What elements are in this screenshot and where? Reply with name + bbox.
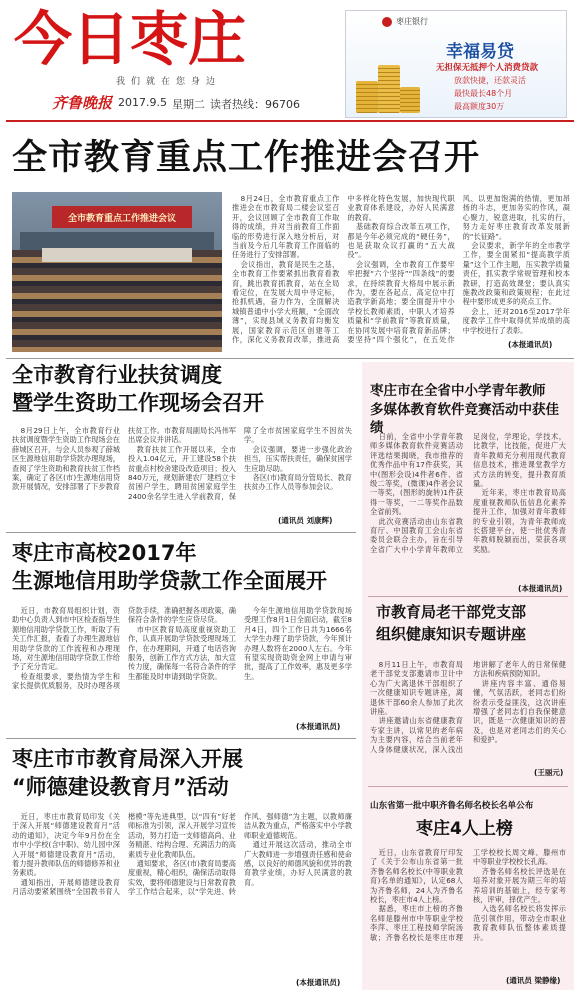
article-4-p3: 通知要求，各区(市)教育局要高度重视，精心组织，确保活动取得实效，要将师德建设与日常教育教学工作结合起来，以“学先进、转作风、强师德”为主题，以教师廉洁从教为重点，严格落实中小学教师职业道德规范。	[128, 812, 352, 897]
article-4-p2: 通知指出，开展师德建设教育月活动要紧紧围绕“全国教书育人楷模”等先进典型，以“四有”好老师标准为引领，深入开展学习宣传活动，努力打造一支师德高尚、业务精湛、结构合理、充满活力的高素质专业化教师队伍。	[12, 812, 236, 897]
bank-logo-icon	[382, 17, 392, 27]
ad-line-4: 最高额度30万	[454, 102, 505, 111]
article-7-credit: (通讯员 梁静缘)	[506, 976, 561, 985]
article-3-credit: (本报通讯员)	[296, 722, 341, 731]
coin-stack-icon	[354, 47, 424, 115]
masthead-slogan: 我们就在您身边	[116, 77, 222, 87]
article-3-headline-1: 枣庄市高校2017年	[12, 541, 197, 565]
masthead-date: 2017.9.5	[118, 96, 167, 109]
bank-name: 枣庄银行	[396, 17, 428, 26]
divider-4	[368, 596, 568, 597]
article-2-p1: 8月29日上午，全市教育行业扶贫调度暨学生资助工作现场会在薛城区召开，与会人员参观了薛城区生源地信用助学贷款办理现场，查阅了学生资助和教育扶贫工作档案，确定了各区(市)生源地信用贷款开展情况，安排部署了下步教育扶贫工作。市教育局副局长冯伟军出席会议并讲话。	[12, 426, 236, 492]
article-1-p4: 会议强调，全市教育工作要牢牢把握“六个坚持”“四条线”的要求，在持续教育大格局中展示新作为，要在各起点、高定位中打造教学新高地；要全面提升中小学校长教师素质，中职人才培养质量和“学前教育”等教育质量，在协同发展中培育教育新品牌；要坚持“四个强化”，在五处作风、以更加饱满的热情，更加昂扬的斗志，更加务实的作风，凝心聚力，锐意进取，扎实的行，努力走好枣庄教育改革发展新的“长征路”。	[347, 194, 570, 345]
article-2-p2: 教育扶贫工作开展以来，全市投入1.04亿元，开工建设58个扶贫重点村校舍建设改造项目；投入840万元，规划新建农厂建档立卡贫困户学生，聘用贫困家庭学生2400余名学生进入学前教育，保障了全市贫困家庭学生不因贫失学。	[128, 426, 352, 501]
masthead-paper-name: 齐鲁晚报	[52, 94, 113, 112]
main-headline: 全市教育重点工作推进会召开	[12, 138, 481, 178]
article-5-p2: 此次竞赛活动由山东省教育厅、中国教育工会山东省委员会联合主办，旨在引导全省广大中小学青年教师立足岗位，学理论，学技术，比教学，比技能，促进广大青年教师充分利用现代教育信息技术，推进课堂教学方式方法的转变，提升教育质量。	[370, 432, 566, 554]
masthead	[0, 0, 580, 120]
ad-line-2: 放款快捷，还款灵活	[454, 76, 526, 85]
article-1-p1: 8月24日，全市教育重点工作推进会在市教育局二楼会议室召开，会议回顾了全市教育工作取得的成绩，并对当前教育工作面临的形势进行深入地分析后，对当前及今后几年教育工作面临的任务进行了安排部署。	[232, 194, 340, 260]
article-7-p4: 入选名师名校长将发挥示范引领作用，带动全市职业教育教师队伍整体素质提升。	[473, 904, 566, 942]
masthead-hotline: 读者热线：96706	[210, 98, 300, 111]
article-4-body	[12, 812, 352, 980]
ad-line-1: 无担保无抵押个人消费贷款	[436, 63, 539, 73]
article-5-headline-1: 枣庄市在全省中小学青年教师	[370, 383, 546, 399]
article-4-headline-1: 枣庄市市教育局深入开展	[12, 747, 243, 771]
article-7-headline-2: 枣庄4人上榜	[416, 819, 513, 839]
article-1-credit: (本报通讯员)	[508, 340, 553, 349]
article-2-body	[12, 426, 352, 526]
masthead-divider	[6, 120, 574, 122]
article-6-p1: 8月11日上午，市教育局老干部党支部邀请市卫计中心为广大离退休干部组织了一次健康知识专题讲座，离退休干部60余人参加了此次讲座。	[370, 660, 463, 717]
article-3-p1: 近日，市教育局组织计划，资助中心负责人到市中区检查指导生源地信用助学贷款工作，听取了有关工作汇报，查看了办理生源地信用助学贷款的工作流程和办理现场，对生源地信用助学贷款工作给予了充分肯定。	[12, 606, 120, 672]
article-2-p4: 各区(市)教育局分管局长、教育扶贫办工作人员等参加会议。	[244, 473, 352, 492]
article-7-body	[370, 848, 566, 974]
article-5-p3: 近年来，枣庄市教育局高度重视教师队伍信息化素养提升工作，加强对青年教师的专业引领，为青年教师成长搭建平台，使一批优秀青年教师脱颖而出，荣获各项奖励。	[473, 488, 566, 554]
article-6-body	[370, 660, 566, 770]
article-1-body	[232, 194, 570, 356]
article-3-p3: 市中区教育局高度重视资助工作，认真开展助学贷款受理现场工作，在办理期间，开通了电话咨询服务，创新工作方式方法，加大宣传力度，确保每一名符合条件的学生都能及时申请到助学贷款。	[128, 624, 236, 681]
article-7-p1: 近日，山东省教育厅印发了《关于公布山东省第一批齐鲁名师名校长(中等职业教育)名单的通知》，认定68人为齐鲁名师，24人为齐鲁名校长，枣庄市4人上榜。	[370, 848, 463, 905]
ad-title: 幸福易贷	[446, 42, 514, 62]
ad-line-3: 最快最长48个月	[454, 89, 513, 98]
divider-1	[6, 358, 574, 359]
article-6-headline-2: 组织健康知识专题讲座	[376, 625, 527, 643]
article-3-body	[12, 606, 352, 730]
article-6-headline-1: 市教育局老干部党支部	[376, 603, 527, 621]
article-7-p3: 齐鲁名师名校长评选是在培养对象开展为期三年的培养培训的基础上，经专家考核，评审，择优产生。	[473, 866, 566, 905]
bank-ad[interactable]	[345, 10, 567, 118]
photo-banner-text: 全市教育重点工作推进会议	[67, 214, 176, 224]
article-3-headline-2: 生源地信用助学贷款工作全面展开	[12, 569, 327, 593]
article-2-headline-2: 暨学生资助工作现场会召开	[12, 391, 264, 415]
article-6-credit: (王丽元)	[534, 768, 564, 777]
divider-2	[6, 532, 356, 533]
article-4-p4: 通过开展这次活动，推动全市广大教师进一步增强责任感和使命感，以良好的师德风貌和优异的教育教学业绩，办好人民满意的教育。	[244, 840, 352, 887]
masthead-weekday: 星期二	[172, 98, 205, 111]
article-7-p2: 据悉，枣庄市上榜的齐鲁名师是滕州市中等职业学校李萍、枣庄工程技师学院汤敏；齐鲁名校长是枣庄市理工学校校长周文峰、滕州市中等职业学校校长孔海。	[370, 848, 566, 942]
divider-3	[6, 738, 356, 739]
article-6-p3: 讲座内容丰富、通俗易懂，气氛活跃，老同志们纷纷表示受益匪浅，这次讲座增强了老同志们自我保健意识，既是一次健康知识的普及，也是对老同志们的关心和爱护。	[473, 678, 566, 745]
article-2-p3: 会议强调，要进一步强化政治担当，压实帮扶责任，确保贫困学生应助尽助。	[244, 444, 352, 473]
article-5-body	[370, 432, 566, 582]
article-7-headline-1: 山东省第一批中职齐鲁名师名校长名单公布	[370, 801, 534, 811]
article-6-p2: 讲座邀请山东省健康教育专家主讲，以常见的老年病为主要内容，结合当前老年人身体健康状况，深入浅出地讲解了老年人的日常保健方法和疾病预防知识。	[370, 660, 566, 754]
divider-5	[368, 786, 568, 787]
article-4-p1: 近日，枣庄市教育局印发《关于深入开展“师德建设教育月”活动的通知》，决定今年9月份在全市中小学校(含中职)、幼儿园中深入开展“师德建设教育月”活动，着力提升教师队伍的师德修养和业务素质。	[12, 812, 120, 878]
conference-photo	[12, 192, 222, 352]
article-4-credit: (本报通讯员)	[296, 978, 341, 987]
article-1-p2: 会议指出，教育是民生之基，全市教育工作要紧抓出教育看教育，跳出教育抓教育，站在全局看定位，在发展大局中寻定标，抢抓机遇，奋力作为，全面解决城镇普通中小学大班额，“全面改薄”，实现县域义务教育均衡发展，国家教育示范区创建等工作，深化义务教育改革，推进高中多样化特色发展，加快现代职业教育体系建设，办好人民满意的教育。	[232, 194, 455, 345]
article-2-credit: (通讯员 刘康辉)	[278, 516, 333, 525]
article-5-p1: 日前，全省中小学青年教师多媒体教育软件竞赛活动评选结果揭晓，我市推荐的优秀作品中有17件获奖，其中(图形会设)4件者6件、省级二等奖，(微课)4件者会议一等奖，(图形的旋转)1件获得一等奖，一二等奖作品数全省前列。	[370, 432, 463, 517]
article-5-headline-2: 多媒体教育软件竞赛活动中获佳绩	[370, 402, 559, 436]
article-1-p5: 会议要求，新学年的全市教学工作，要全面紧扣“提高教学质量”这个工作主题，压实教学质量责任，抓实教学常规管理和校本教研，打造高效课堂；要认真实施教改政策和政策规程；在此过程中要形成更多的亮点工作。	[462, 241, 570, 307]
article-5-credit: (本报通讯员)	[518, 584, 563, 593]
article-1-p3: 基础教育综合改革五项工作，都是今年必须完成的“硬任务”，也是获取众议打赢的“五大战役”。	[347, 222, 455, 260]
article-1-p6: 会上，还对2016至2017学年度教学工作中取得优异成绩的高中学校进行了表彰。	[462, 306, 570, 335]
article-2-headline-1: 全市教育行业扶贫调度	[12, 363, 222, 387]
article-3-p4: 今年生源地信用助学贷款现场受理工作8月1日全面启动，截至8月4日，四个工作日共为1666名大学生办理了助学贷款，今年预计办理人数将在2000人左右。今年有望实现资助资金网上申请与审批，提高了工作效率，惠及更多学生。	[244, 606, 352, 681]
article-4-headline-2: “师德建设教育月”活动	[12, 775, 229, 799]
article-3-p2: 检查组要求，要热情为学生和家长提供优质服务，及时办理各项贷款手续，准确把握各项政策，确保符合条件的学生应贷尽贷。	[12, 606, 236, 691]
masthead-logo: 今日枣庄	[14, 5, 247, 73]
